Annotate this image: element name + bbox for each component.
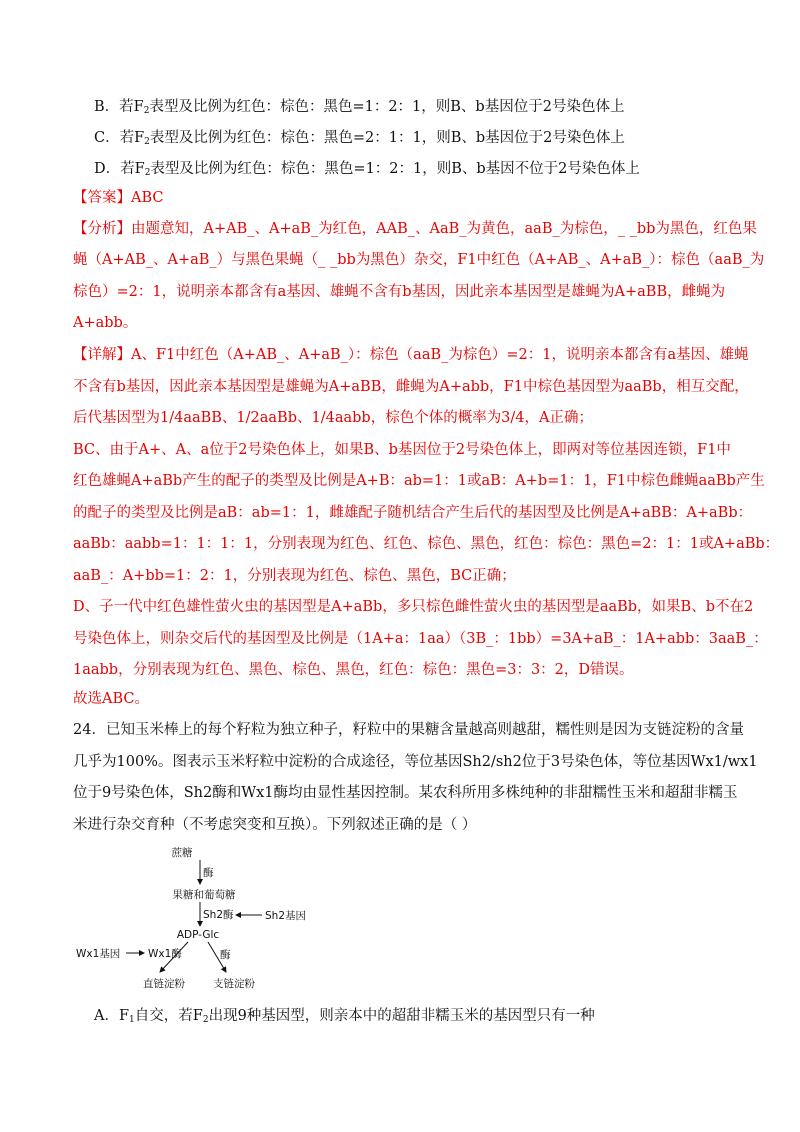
answer-line: 【答案】ABC: [73, 190, 164, 206]
detail-line-12: 故选ABC。: [73, 691, 149, 707]
detail-line-5: 红色雄蝇A+aBb产生的配子的类型及比例是A+B：ab=1：1或aB：A+b=1：1，F1中棕色雌蝇aaBb产生: [73, 473, 765, 489]
enzyme-2-label: 酶: [220, 949, 231, 961]
option-c: C．若$F_2$表型及比例为红色：棕色：黑色=2：1：1，则B、b基因位于2号染色体上: [94, 130, 625, 147]
question-24-line-2: 几乎为100%。图表示玉米籽粒中淀粉的合成途径，等位基因Sh2/sh2位于3号染色体，等位基因Wx1/wx1: [73, 754, 758, 770]
detail-line-6: 的配子的类型及比例是aB：ab=1：1，雌雄配子随机结合产生后代的基因型及比例是A+aBB：A+aBb：: [73, 505, 753, 521]
detail-line-2: 不含有b基因，因此亲本基因型是雄蝇为A+aBB，雌蝇为A+abb，F1中棕色基因型为aaBb，相互交配，: [73, 379, 749, 395]
analysis-line-1: 【分析】由题意知，A+AB_、A+aB_为红色，AAB_、AaB_为黄色，aaB_为棕色，_ _bb为黑色，红色果: [73, 221, 757, 237]
analysis-line-3: 棕色）=2：1，说明亲本都含有a基因、雄蝇不含有b基因，因此亲本基因型是雄蝇为A+aBB，雌蝇为: [73, 284, 726, 300]
starch-synthesis-diagram: [70, 842, 307, 992]
detail-line-9: D、子一代中红色雄性萤火虫的基因型是A+aBb，多只棕色雌性萤火虫的基因型是aaBb，如果B、b不在2: [73, 599, 754, 615]
amylose-label: 直链淀粉: [143, 978, 185, 990]
sh2-gene-label: Sh2基因: [265, 910, 307, 922]
detail-line-1: 【详解】A、F1中红色（A+AB_、A+aB_）：棕色（aaB_为棕色）=2：1，说明亲本都含有a基因、雄蝇: [73, 347, 749, 363]
option-a-q24: A．$F_1$自交，若$F_2$出现9种基因型，则亲本中的超甜非糯玉米的基因型只有一种: [94, 1008, 595, 1025]
sh2-enzyme-label: Sh2酶: [203, 909, 234, 921]
detail-line-3: 后代基因型为1/4aaBB、1/2aaBb、1/4aabb，棕色个体的概率为3/4，A正确；: [73, 410, 593, 426]
question-24-line-3: 位于9号染色体，Sh2酶和Wx1酶均由显性基因控制。某农科所用多株纯种的非甜糯性玉米和超甜非糯玉: [73, 785, 738, 801]
option-d: D．若$F_2$表型及比例为红色：棕色：黑色=1：2：1，则B、b基因不位于2号染色体上: [94, 161, 640, 178]
question-24-line-4: 米进行杂交育种（不考虑突变和互换）。下列叙述正确的是（ ）: [73, 817, 477, 833]
analysis-line-2: 蝇（A+AB_、A+aB_）与黑色果蝇（_ _bb为黑色）杂交，F1中红色（A+AB_、A+aB_）：棕色（aaB_为: [73, 252, 765, 268]
wx1-enzyme-label: Wx1酶: [148, 948, 182, 960]
question-24-line-1: 24．已知玉米棒上的每个籽粒为独立种子，籽粒中的果糖含量越高则越甜，糯性则是因为支链淀粉的含量: [73, 722, 744, 738]
detail-line-7: aaBb：aabb=1：1：1：1，分别表现为红色、红色、棕色、黑色，红色：棕色：黑色=2：1：1或A+aBb：: [73, 536, 780, 552]
fructose-glucose-label: 果糖和葡萄糖: [172, 889, 236, 901]
detail-line-4: BC、由于A+、A、a位于2号染色体上，如果B、b基因位于2号染色体上，即两对等位基因连锁，F1中: [73, 442, 731, 458]
analysis-line-4: A+abb。: [73, 315, 138, 331]
detail-line-8: aaB_：A+bb=1：2：1，分别表现为红色、棕色、黑色，BC正确；: [73, 568, 516, 584]
option-b: B．若$F_2$表型及比例为红色：棕色：黑色=1：2：1，则B、b基因位于2号染色体上: [94, 99, 625, 116]
detail-line-11: 1aabb，分别表现为红色、黑色、棕色、黑色，红色：棕色：黑色=3：3：2，D错误。: [73, 662, 634, 678]
adp-glc-label: ADP-Glc: [176, 929, 220, 941]
detail-line-10: 号染色体上，则杂交后代的基因型及比例是（1A+a：1aa）（3B_：1bb）=3A+aB_：1A+abb：3aaB_：: [73, 631, 768, 647]
sucrose-label: 蔗糖: [171, 847, 193, 859]
enzyme-1-label: 酶: [203, 867, 214, 879]
wx1-gene-label: Wx1基因: [76, 948, 121, 960]
amylopectin-label: 支链淀粉: [213, 978, 255, 990]
